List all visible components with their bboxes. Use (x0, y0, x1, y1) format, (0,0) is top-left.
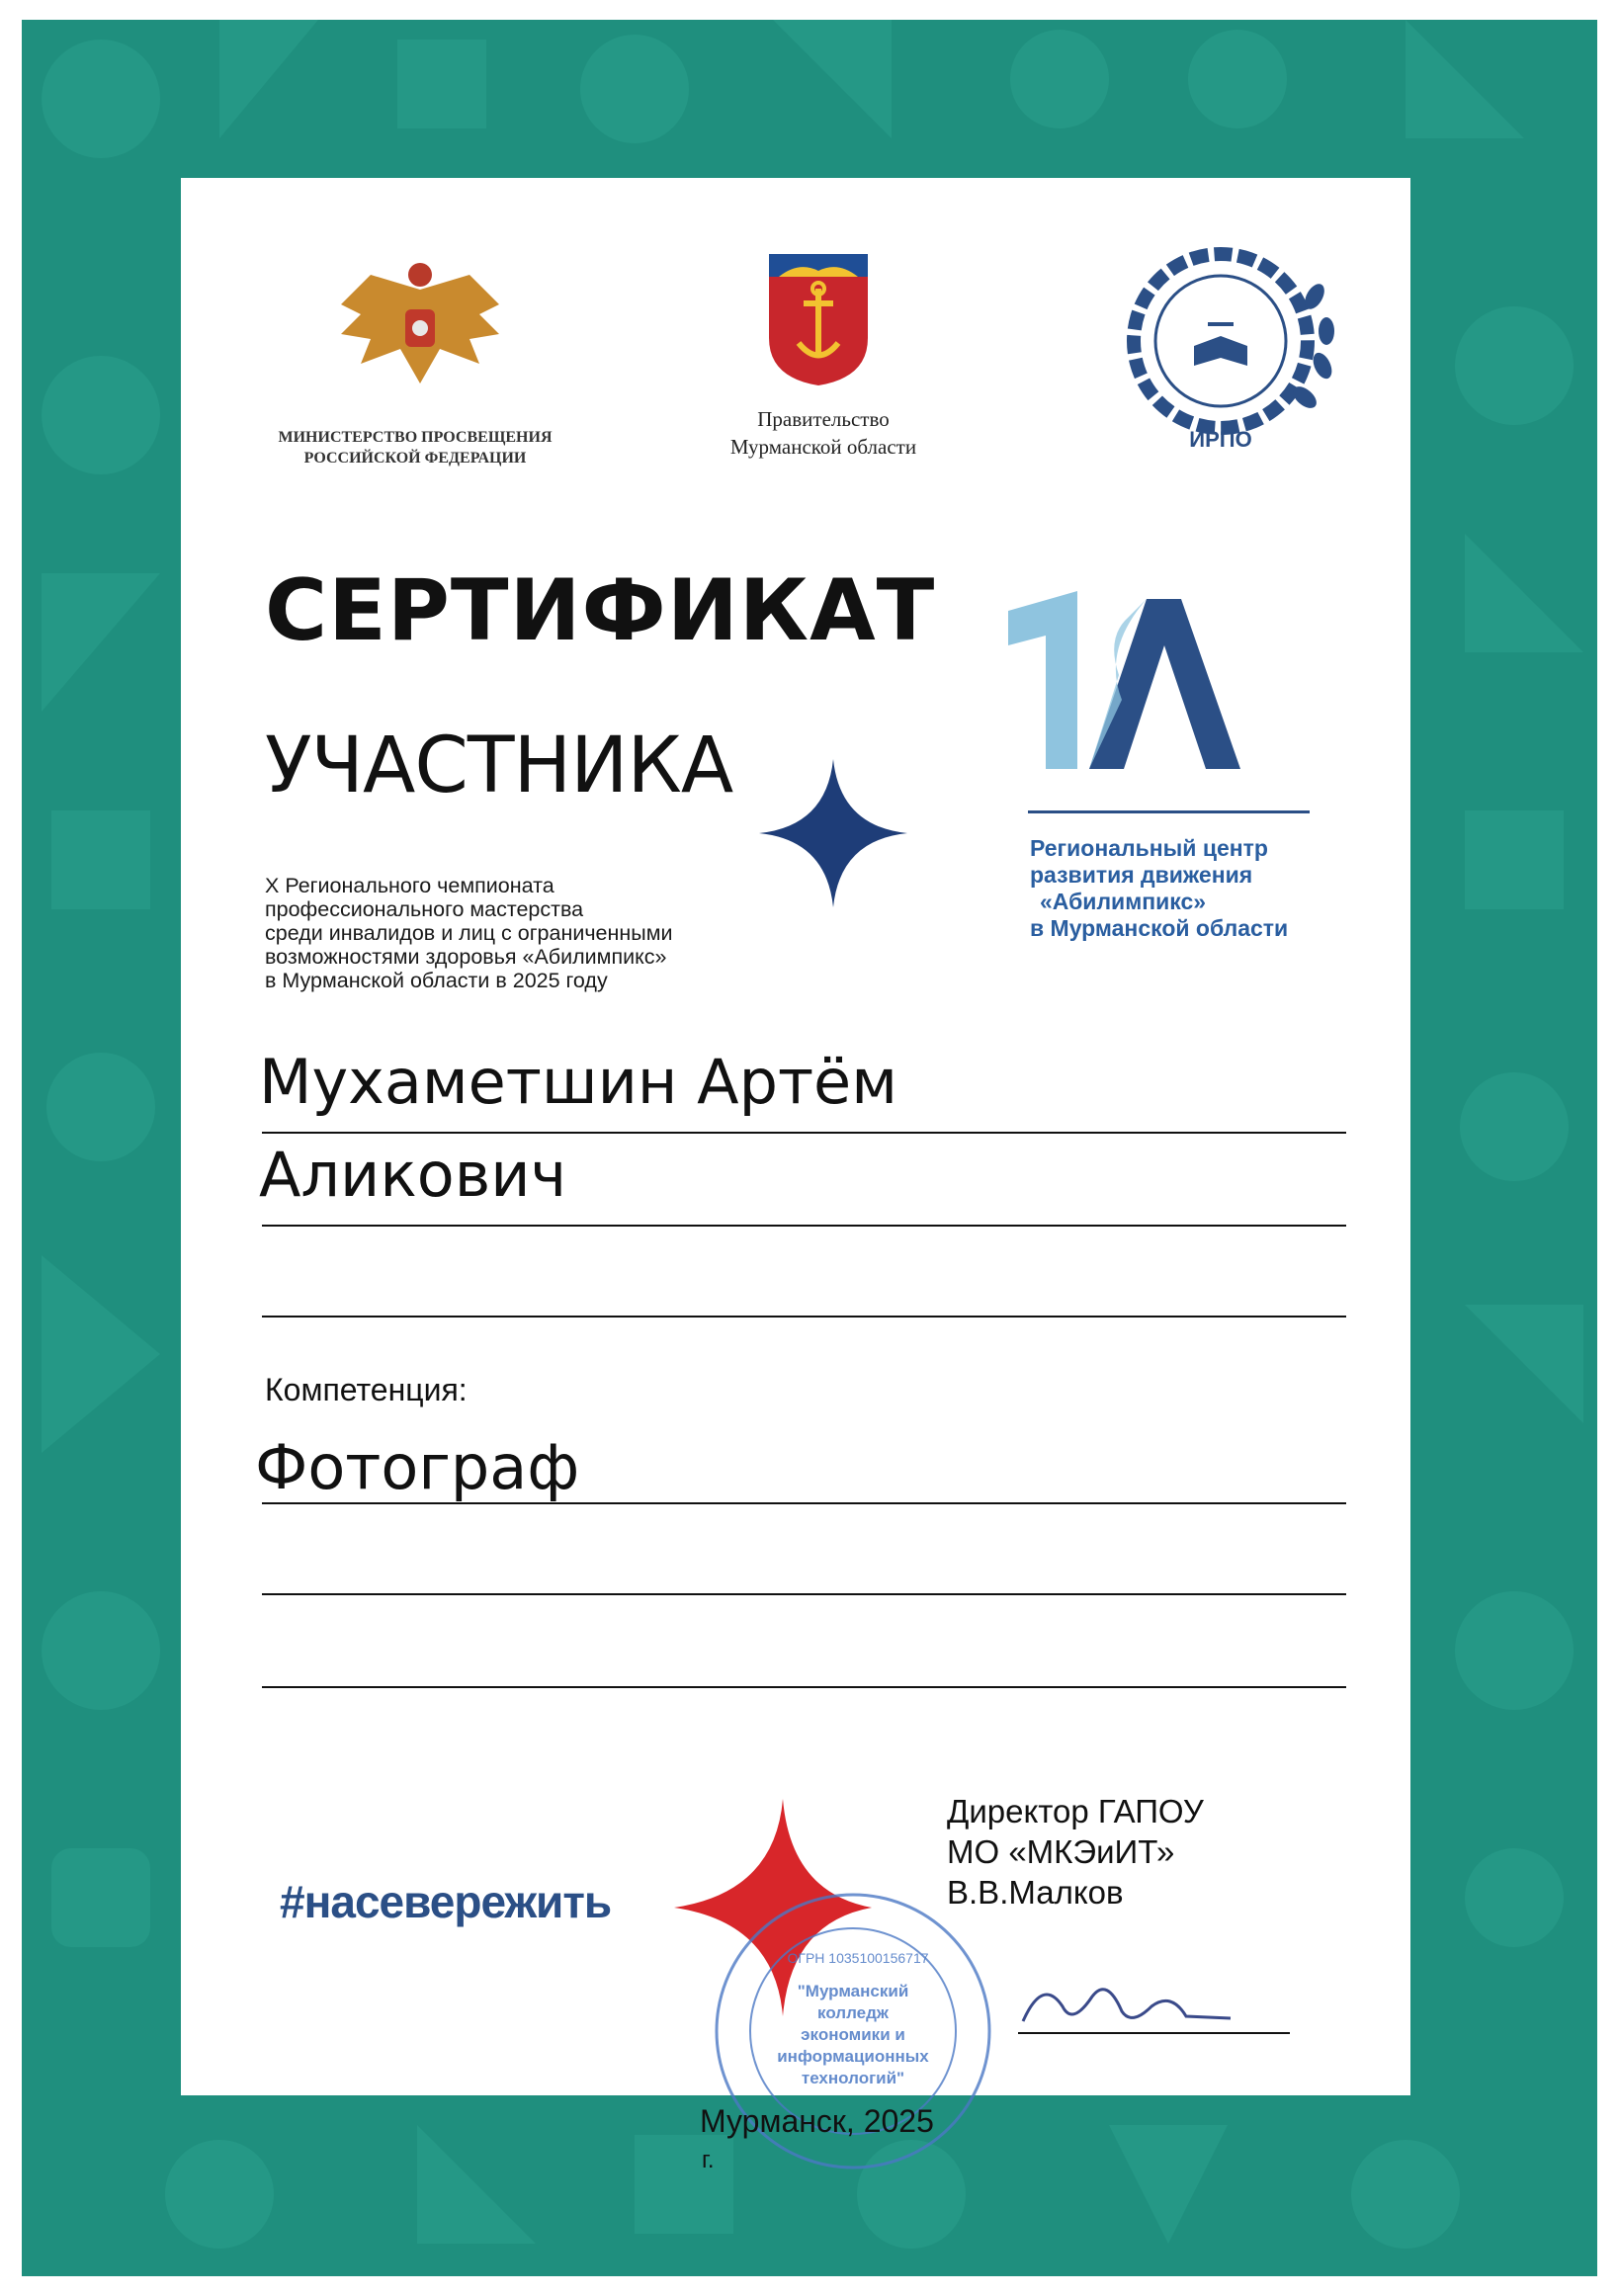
irpo-logo-icon (1117, 237, 1344, 455)
ministry-line-1: МИНИСТЕРСТВО ПРОСВЕЩЕНИЯ (278, 429, 553, 446)
description-line: профессионального мастерства (265, 897, 584, 921)
signature-line (1018, 2032, 1290, 2034)
stamp-ogrn: ОГРН 1035100156717 (787, 1950, 929, 1966)
competence-underline-2 (262, 1593, 1346, 1595)
government-caption (710, 405, 937, 461)
regional-center-caption (1030, 835, 1326, 942)
government-line-2: Мурманской области (729, 435, 917, 459)
ministry-caption (262, 427, 568, 468)
murmansk-coat-of-arms-icon (764, 249, 873, 387)
certificate-subtitle: УЧАСТНИКА (265, 722, 733, 810)
russia-emblem-icon (331, 255, 509, 403)
irpo-abbr: ИРПО (1189, 427, 1252, 452)
competence-underline-3 (262, 1686, 1346, 1688)
city-date: Мурманск, 2025 (700, 2103, 934, 2139)
description-line: среди инвалидов и лиц с ограниченными (265, 921, 673, 945)
description-line: X Регионального чемпионата (265, 874, 554, 897)
name-underline-2 (262, 1225, 1346, 1227)
name-underline-1 (262, 1132, 1346, 1134)
participant-name-line-2: Аликович (259, 1139, 567, 1211)
description-line: возможностями здоровья «Абилимпикс» (265, 945, 667, 969)
hashtag-slogan: #насевережить (280, 1876, 612, 1927)
center-line: развития движения (1030, 862, 1253, 888)
city-date-suffix: г. (702, 2147, 715, 2173)
director-line: Директор ГАПОУ (947, 1793, 1204, 1829)
center-divider (1028, 810, 1310, 813)
center-line: в Мурманской области (1030, 915, 1289, 941)
description-line: в Мурманской области в 2025 году (265, 969, 608, 992)
center-line: Региональный центр (1030, 835, 1268, 861)
director-line: МО «МКЭиИТ» (947, 1833, 1175, 1870)
competence-value: Фотограф (255, 1431, 580, 1503)
championship-description (265, 874, 818, 992)
stamp-line: экономики и (801, 2025, 905, 2044)
competence-underline-1 (262, 1502, 1346, 1504)
name-underline-3 (262, 1316, 1346, 1318)
government-line-1: Правительство (757, 407, 890, 431)
center-line: «Абилимпикс» (1040, 889, 1207, 914)
stamp-line: технологий" (801, 2069, 905, 2087)
director-signature-icon (1013, 1967, 1240, 2046)
certificate-title: СЕРТИФИКАТ (265, 561, 936, 660)
ministry-line-2: РОССИЙСКОЙ ФЕДЕРАЦИИ (303, 450, 527, 467)
director-line: В.В.Малков (947, 1874, 1124, 1911)
abilympics-1a-logo-icon (1008, 591, 1245, 779)
stamp-line: информационных (777, 2047, 929, 2066)
stamp-line: колледж (817, 2003, 889, 2022)
participant-name-line-1: Мухаметшин Артём (259, 1046, 897, 1118)
director-block (947, 1791, 1283, 1913)
competence-label: Компетенция: (265, 1372, 468, 1407)
stamp-line: "Мурманский (797, 1982, 909, 2000)
